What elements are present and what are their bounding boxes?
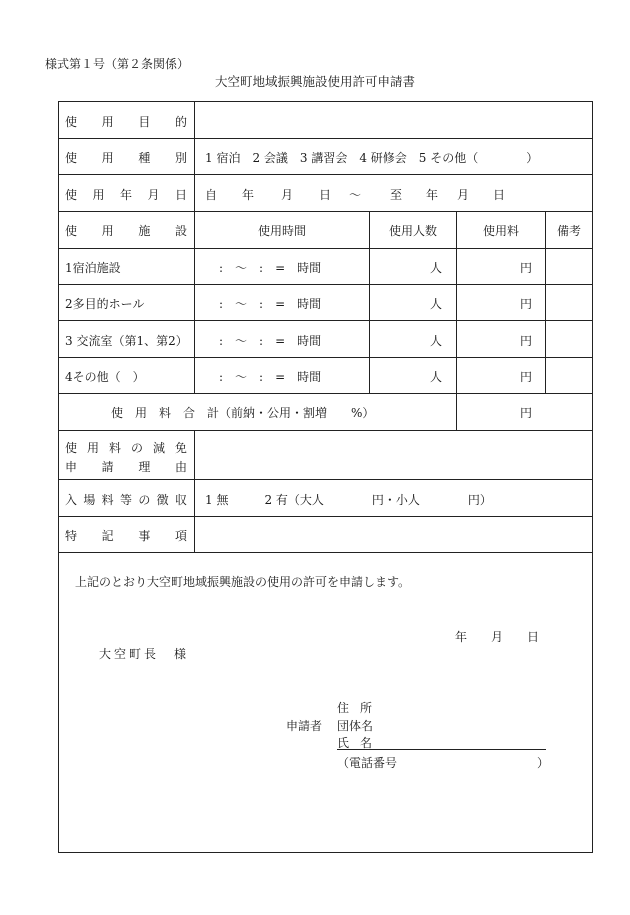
decl-year: 年 — [455, 630, 468, 644]
label-char: 申 — [65, 460, 78, 474]
label-char: の — [138, 493, 151, 507]
label-reduction-2 — [65, 458, 187, 475]
date-year: 年 — [242, 188, 255, 202]
name-underline — [337, 749, 546, 750]
type-options: 1 宿泊 2 会議 3 講習会 4 研修会 5 その他（ ） — [205, 151, 539, 165]
label-char: 用 — [101, 224, 114, 238]
label-char: 料 — [108, 441, 121, 455]
label-char: 設 — [174, 224, 187, 238]
label-char: 年 — [119, 188, 132, 202]
label-reduction-line1 — [65, 439, 187, 456]
label-char: 用 — [92, 188, 105, 202]
label-char: 等 — [119, 493, 132, 507]
col-divider — [194, 102, 195, 211]
label-facility — [65, 222, 187, 239]
label-char: 氏 — [337, 736, 350, 750]
label-char: 使 — [65, 224, 78, 238]
label-char: 所 — [359, 701, 372, 715]
col-note-header: 備考 — [556, 224, 581, 238]
label-char: 記 — [101, 529, 114, 543]
decl-day: 日 — [527, 630, 540, 644]
label-char: 請 — [101, 460, 114, 474]
label-char: 項 — [174, 529, 187, 543]
date-to: 至 — [390, 188, 403, 202]
row-divider — [59, 552, 592, 553]
declaration-text: 上記のとおり大空町地域振興施設の使用の許可を申請します。 — [75, 575, 411, 589]
col-people-header: 使用人数 — [388, 224, 437, 238]
label-char: 理 — [138, 460, 151, 474]
label-char: 別 — [174, 151, 187, 165]
facility-fee: 円 — [519, 297, 532, 311]
date-from: 自 — [205, 188, 218, 202]
label-char: 用 — [101, 151, 114, 165]
group-label: 団体名 — [337, 719, 374, 733]
label-char: 月 — [147, 188, 160, 202]
decl-month: 月 — [491, 630, 504, 644]
total-label: 使 用 料 合 計（前納・公用・割増 %） — [111, 406, 375, 420]
facility-people: 人 — [429, 297, 442, 311]
facility-people: 人 — [429, 334, 442, 348]
date-day-2: 日 — [493, 188, 506, 202]
label-reduction-1 — [65, 439, 187, 456]
label-char: 施 — [138, 224, 151, 238]
form-number: 様式第１号（第２条関係） — [45, 57, 190, 71]
label-char: 事 — [138, 529, 151, 543]
label-purpose-text — [65, 113, 187, 130]
facility-name: 4その他（ ） — [65, 370, 145, 384]
label-char: 使 — [65, 441, 78, 455]
col-fee-header: 使用料 — [482, 224, 519, 238]
label-char: 由 — [174, 460, 187, 474]
row-divider — [59, 357, 592, 358]
label-purpose — [65, 113, 187, 130]
facility-name: 2多目的ホール — [65, 297, 145, 311]
label-char: 徴 — [156, 493, 169, 507]
addressee: 大空町長 様 — [99, 647, 190, 661]
label-char: 的 — [174, 115, 187, 129]
address-label — [337, 699, 372, 716]
date-day: 日 — [319, 188, 332, 202]
label-dates-text — [65, 186, 187, 203]
label-char: 使 — [65, 115, 78, 129]
label-char: 入 — [65, 493, 78, 507]
label-facility-text — [65, 222, 187, 239]
facility-name: 1宿泊施設 — [65, 261, 121, 275]
total-fee: 円 — [519, 406, 532, 420]
row-divider — [59, 430, 592, 431]
label-char: 減 — [152, 441, 165, 455]
col-time-header: 使用時間 — [257, 224, 306, 238]
date-tilde: ～ — [349, 188, 362, 202]
facility-time: : ～ : = 時間 — [219, 370, 322, 384]
col-divider — [194, 430, 195, 552]
applicant-label: 申請者 — [286, 719, 323, 733]
label-notes-text — [65, 527, 187, 544]
date-month-2: 月 — [457, 188, 470, 202]
facility-fee: 円 — [519, 334, 532, 348]
label-dates — [65, 186, 187, 203]
application-form — [58, 101, 593, 853]
label-char: 用 — [101, 115, 114, 129]
row-divider — [59, 320, 592, 321]
facility-people: 人 — [429, 261, 442, 275]
facility-time: : ～ : = 時間 — [219, 261, 322, 275]
label-admission-text — [65, 491, 187, 508]
label-char: 名 — [359, 736, 372, 750]
phone-close: ） — [537, 756, 550, 770]
date-month: 月 — [281, 188, 294, 202]
label-char: 特 — [65, 529, 78, 543]
row-divider — [59, 138, 592, 139]
row-divider — [59, 516, 592, 517]
label-char: 用 — [86, 441, 99, 455]
label-char: 種 — [138, 151, 151, 165]
label-char: 場 — [83, 493, 96, 507]
label-reduction-line2 — [65, 458, 187, 475]
date-year-2: 年 — [426, 188, 439, 202]
label-admission — [65, 491, 187, 508]
col-divider — [456, 211, 457, 430]
label-char: 目 — [138, 115, 151, 129]
label-type-text — [65, 149, 187, 166]
row-divider — [59, 211, 592, 212]
row-divider — [59, 479, 592, 480]
facility-fee: 円 — [519, 370, 532, 384]
facility-time: : ～ : = 時間 — [219, 334, 322, 348]
facility-people: 人 — [429, 370, 442, 384]
facility-name: 3 交流室（第1、第2） — [65, 334, 188, 348]
row-divider — [59, 393, 592, 394]
label-char: 住 — [337, 701, 350, 715]
label-char: 収 — [174, 493, 187, 507]
document-title: 大空町地域振興施設使用許可申請書 — [214, 74, 415, 89]
label-type — [65, 149, 187, 166]
facility-time: : ～ : = 時間 — [219, 297, 322, 311]
row-divider — [59, 284, 592, 285]
label-char: 料 — [101, 493, 114, 507]
admission-content: 1 無 2 有（大人 円・小人 円） — [205, 493, 492, 507]
facility-fee: 円 — [519, 261, 532, 275]
label-char: の — [130, 441, 143, 455]
label-char: 日 — [174, 188, 187, 202]
row-divider — [59, 248, 592, 249]
label-char: 使 — [65, 151, 78, 165]
row-divider — [59, 174, 592, 175]
phone-label: （電話番号 — [337, 756, 398, 770]
label-char: 使 — [65, 188, 78, 202]
label-notes — [65, 527, 187, 544]
label-char: 免 — [174, 441, 187, 455]
address-label-text — [337, 699, 372, 716]
